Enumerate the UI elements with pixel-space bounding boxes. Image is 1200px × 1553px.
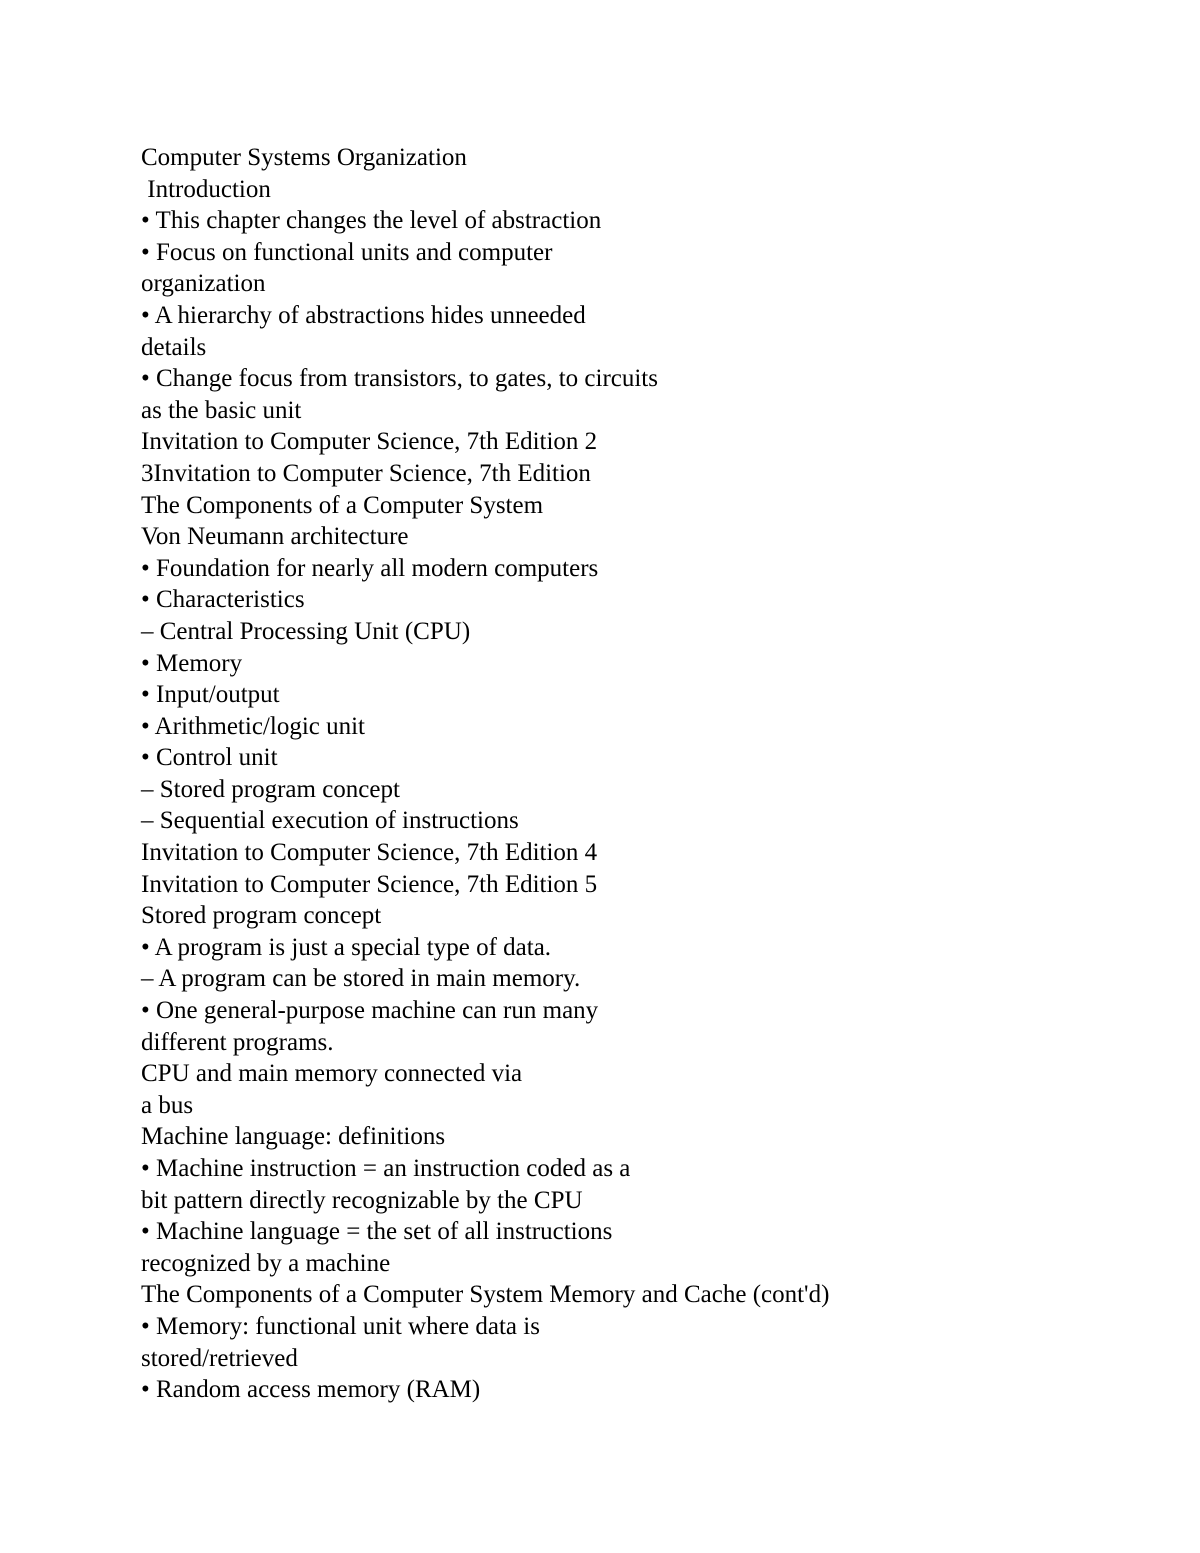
document-line: Invitation to Computer Science, 7th Edition 4 [141, 839, 598, 867]
document-line: – Stored program concept [141, 775, 400, 803]
document-line: The Components of a Computer System [141, 491, 544, 519]
document-line: • Change focus from transistors, to gates, to circuits [141, 365, 658, 393]
document-line: Computer Systems Organization [141, 144, 467, 171]
document-line: • Machine language = the set of all instructions [141, 1218, 613, 1246]
document-line: stored/retrieved [141, 1344, 298, 1372]
document-line: CPU and main memory connected via [141, 1060, 523, 1088]
document-line: • This chapter changes the level of abstraction [141, 207, 602, 235]
document-line: • Memory: functional unit where data is [141, 1312, 540, 1340]
document-line: Von Neumann architecture [141, 523, 409, 551]
document-line: • Foundation for nearly all modern computers [141, 554, 599, 582]
document-line: • Control unit [141, 744, 278, 772]
document-line: • A program is just a special type of data. [141, 933, 552, 961]
document-line: • Arithmetic/logic unit [141, 712, 365, 740]
document-line: a bus [141, 1091, 194, 1119]
document-body [141, 142, 1141, 1406]
document-line: details [141, 333, 207, 361]
document-line: • Input/output [141, 681, 280, 709]
document-line: Introduction [141, 175, 271, 203]
document-line: • Focus on functional units and computer [141, 238, 553, 266]
document-line: – Sequential execution of instructions [141, 807, 519, 835]
document-line: • Characteristics [141, 586, 305, 614]
document-line: • Random access memory (RAM) [141, 1376, 481, 1404]
document-line: 3Invitation to Computer Science, 7th Edition [141, 459, 591, 487]
document-line: recognized by a machine [141, 1249, 391, 1277]
document-line: Machine language: definitions [141, 1123, 446, 1151]
document-line: different programs. [141, 1028, 334, 1056]
document-line: Invitation to Computer Science, 7th Edition 2 [141, 428, 598, 456]
document-line: organization [141, 270, 266, 298]
document-line: • Memory [141, 649, 243, 677]
document-line: – Central Processing Unit (CPU) [141, 617, 471, 645]
document-line: – A program can be stored in main memory. [141, 965, 581, 993]
document-line: as the basic unit [141, 396, 302, 424]
document-line: bit pattern directly recognizable by the CPU [141, 1186, 583, 1214]
document-line: • A hierarchy of abstractions hides unneeded [141, 301, 586, 329]
document-line: • Machine instruction = an instruction coded as a [141, 1155, 631, 1182]
document-line: The Components of a Computer System Memory and Cache (cont'd) [141, 1281, 830, 1309]
document-line: Invitation to Computer Science, 7th Edition 5 [141, 870, 598, 898]
document-line: Stored program concept [141, 902, 382, 930]
document-line: • One general-purpose machine can run many [141, 997, 599, 1025]
